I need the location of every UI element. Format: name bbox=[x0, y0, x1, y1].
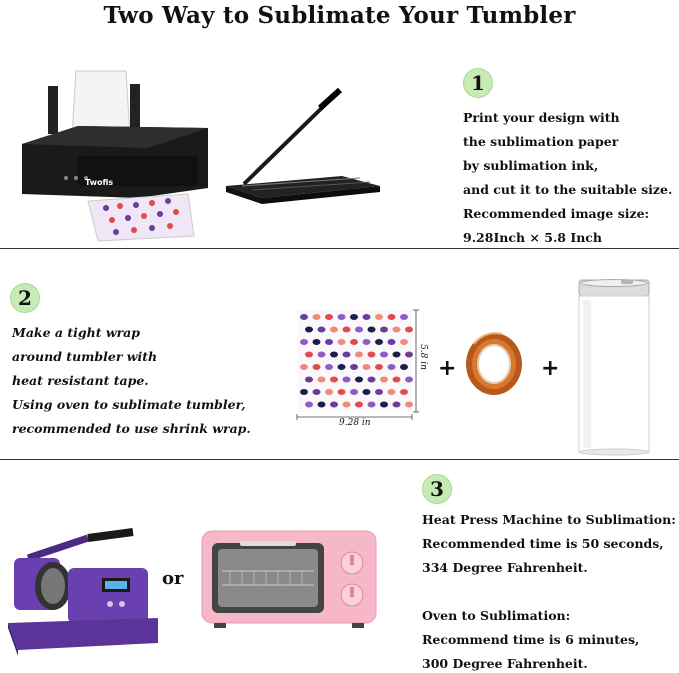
pattern-dot bbox=[368, 377, 376, 383]
plus-sign: + bbox=[541, 356, 560, 381]
pattern-dot bbox=[338, 314, 346, 320]
pattern-dot bbox=[393, 377, 401, 383]
step-1-line: Recommended image size: bbox=[463, 206, 650, 221]
pattern-dot bbox=[355, 352, 363, 358]
pattern-dot bbox=[375, 389, 383, 395]
step-3-line: 300 Degree Fahrenheit. bbox=[422, 656, 588, 671]
tumbler-image bbox=[573, 278, 655, 456]
pattern-dot bbox=[388, 339, 396, 345]
pattern-dot bbox=[300, 314, 308, 320]
printer-brand-label: Twofis bbox=[85, 178, 114, 187]
step-1-instructions bbox=[463, 106, 672, 250]
pattern-dot bbox=[318, 352, 326, 358]
pattern-dot bbox=[305, 402, 313, 408]
pattern-dot bbox=[368, 352, 376, 358]
heat-press-image bbox=[8, 528, 158, 658]
pattern-dot bbox=[393, 327, 401, 333]
pattern-dot bbox=[388, 389, 396, 395]
pattern-dot bbox=[388, 314, 396, 320]
pattern-dot bbox=[313, 339, 321, 345]
pattern-dot bbox=[305, 352, 313, 358]
pattern-dot bbox=[368, 327, 376, 333]
step-1-line: and cut it to the suitable size. bbox=[463, 182, 673, 197]
oven-image bbox=[200, 527, 378, 629]
pattern-dot bbox=[400, 364, 408, 370]
sublimation-sheet-image bbox=[297, 310, 412, 412]
pattern-dot bbox=[313, 389, 321, 395]
pattern-dot bbox=[330, 377, 338, 383]
step-1-line: Print your design with bbox=[463, 110, 620, 125]
pattern-dot bbox=[300, 339, 308, 345]
step-3-line: Recommended time is 50 seconds, bbox=[422, 536, 664, 551]
pattern-dot bbox=[380, 377, 388, 383]
pattern-dot bbox=[305, 377, 313, 383]
pattern-dot bbox=[355, 377, 363, 383]
pattern-dot bbox=[380, 402, 388, 408]
pattern-dot bbox=[405, 352, 413, 358]
pattern-dot bbox=[330, 327, 338, 333]
pattern-dot bbox=[318, 327, 326, 333]
pattern-dot bbox=[343, 402, 351, 408]
step-3-line: Heat Press Machine to Sublimation: bbox=[422, 512, 676, 527]
step-3-line: 334 Degree Fahrenheit. bbox=[422, 560, 588, 575]
pattern-dot bbox=[300, 389, 308, 395]
step-2-line: recommended to use shrink wrap. bbox=[12, 421, 251, 436]
pattern-dot bbox=[330, 402, 338, 408]
or-label: or bbox=[162, 568, 184, 589]
pattern-dot bbox=[363, 364, 371, 370]
pattern-dot bbox=[380, 352, 388, 358]
step-3-line bbox=[422, 580, 676, 604]
pattern-dot bbox=[363, 389, 371, 395]
page-title: Two Way to Sublimate Your Tumbler bbox=[103, 2, 576, 29]
pattern-dot bbox=[375, 364, 383, 370]
step-2-line: Using oven to sublimate tumbler, bbox=[12, 397, 246, 412]
pattern-dot bbox=[318, 402, 326, 408]
pattern-dot bbox=[375, 314, 383, 320]
tape-image bbox=[462, 330, 526, 398]
pattern-dot bbox=[343, 377, 351, 383]
step-2-line: heat resistant tape. bbox=[12, 373, 149, 388]
pattern-dot bbox=[350, 314, 358, 320]
width-label: 9.28 in bbox=[339, 418, 371, 428]
pattern-dot bbox=[363, 314, 371, 320]
plus-sign: + bbox=[438, 356, 457, 381]
step-3-line: Oven to Sublimation: bbox=[422, 608, 571, 623]
pattern-dot bbox=[325, 364, 333, 370]
pattern-dot bbox=[325, 389, 333, 395]
pattern-dot bbox=[343, 327, 351, 333]
pattern-dot bbox=[355, 402, 363, 408]
pattern-dot bbox=[325, 339, 333, 345]
pattern-dot bbox=[338, 389, 346, 395]
pattern-dot bbox=[313, 364, 321, 370]
pattern-dot bbox=[400, 314, 408, 320]
step-3-badge: 3 bbox=[422, 474, 452, 504]
pattern-dot bbox=[380, 327, 388, 333]
step-3-instructions bbox=[422, 508, 676, 673]
pattern-dot bbox=[343, 352, 351, 358]
pattern-dot bbox=[355, 327, 363, 333]
pattern-dot bbox=[318, 377, 326, 383]
pattern-dot bbox=[325, 314, 333, 320]
printer-image bbox=[18, 66, 213, 241]
pattern-dot bbox=[363, 339, 371, 345]
pattern-dot bbox=[405, 327, 413, 333]
height-label: 5.8 in bbox=[417, 344, 428, 370]
paper-cutter-image bbox=[222, 86, 382, 214]
pattern-dot bbox=[400, 339, 408, 345]
pattern-dot bbox=[338, 339, 346, 345]
pattern-dot bbox=[405, 402, 413, 408]
step-1-line: by sublimation ink, bbox=[463, 158, 599, 173]
pattern-dot bbox=[350, 364, 358, 370]
pattern-dot bbox=[393, 352, 401, 358]
step-2-line: around tumbler with bbox=[12, 349, 158, 364]
step-2-badge: 2 bbox=[10, 283, 40, 313]
divider-middle bbox=[0, 459, 679, 460]
pattern-dot bbox=[400, 389, 408, 395]
pattern-dot bbox=[330, 352, 338, 358]
pattern-dot bbox=[350, 389, 358, 395]
pattern-dot bbox=[305, 327, 313, 333]
pattern-dot bbox=[405, 377, 413, 383]
pattern-dot bbox=[368, 402, 376, 408]
pattern-dot bbox=[313, 314, 321, 320]
pattern-dot bbox=[393, 402, 401, 408]
step-2-instructions bbox=[12, 321, 251, 441]
step-2-line: Make a tight wrap bbox=[12, 325, 141, 340]
pattern-dot bbox=[375, 339, 383, 345]
pattern-dot bbox=[388, 364, 396, 370]
step-1-line: 9.28Inch × 5.8 Inch bbox=[463, 230, 602, 245]
pattern-dot bbox=[350, 339, 358, 345]
pattern-dot bbox=[300, 364, 308, 370]
pattern-dot bbox=[338, 364, 346, 370]
step-1-line: the sublimation paper bbox=[463, 134, 619, 149]
step-1-badge: 1 bbox=[463, 68, 493, 98]
step-3-line: Recommend time is 6 minutes, bbox=[422, 632, 640, 647]
